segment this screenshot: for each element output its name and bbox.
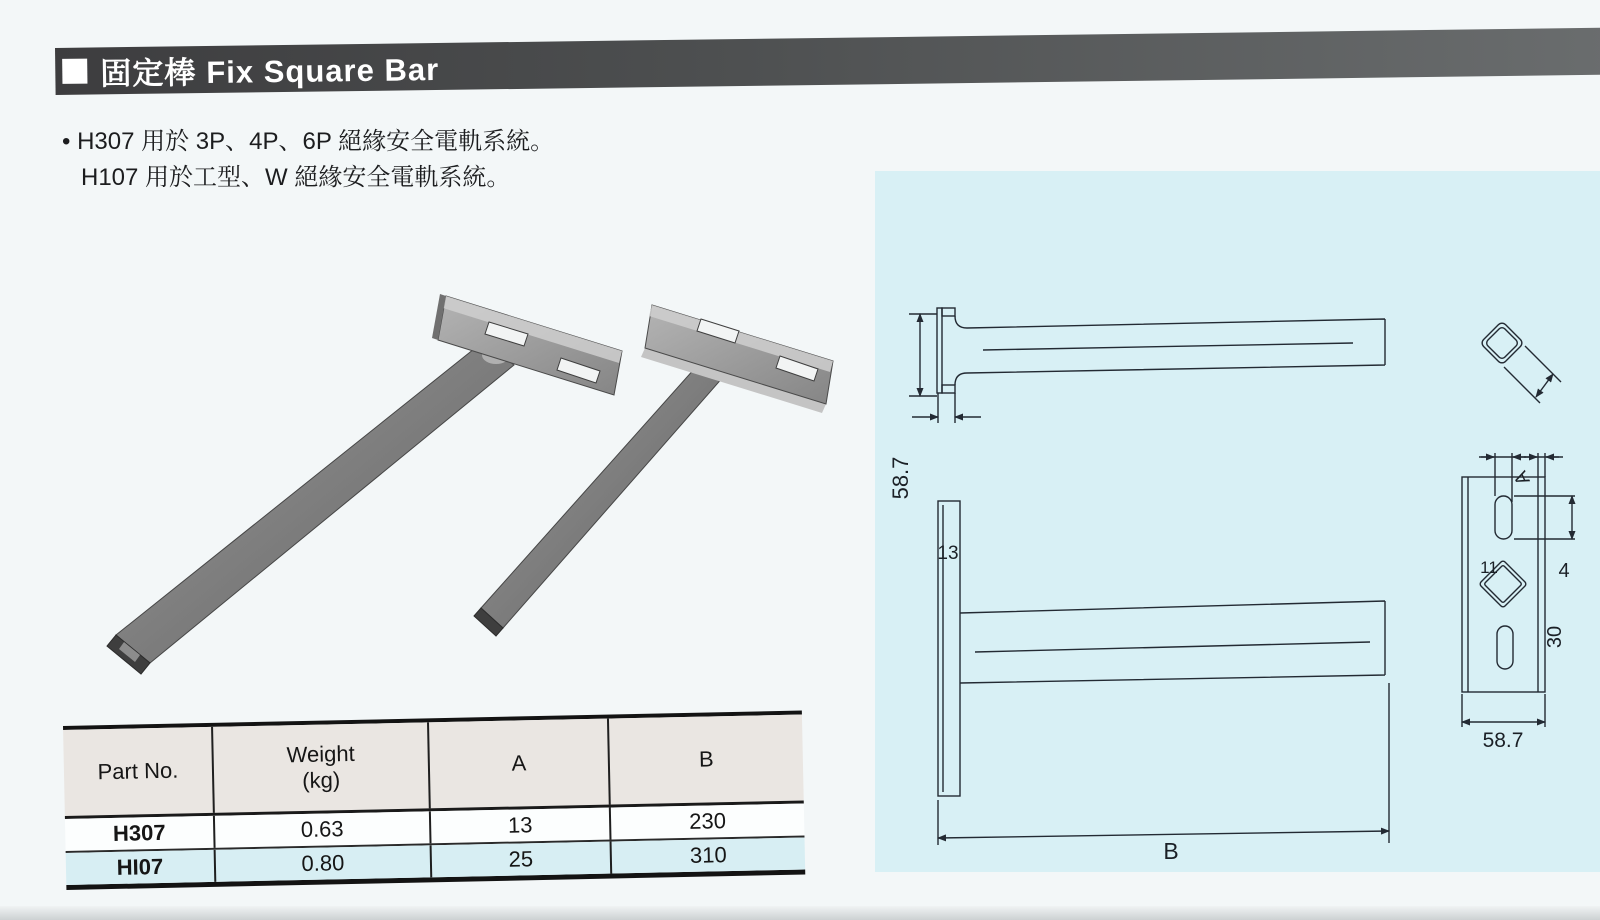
dim-label-length-b: B xyxy=(1163,838,1179,864)
table-header-row xyxy=(63,715,804,819)
cell-a: 25 xyxy=(432,842,613,878)
col-header-part-no: Part No. xyxy=(63,727,215,816)
note-line-1: • H307 用於 3P、4P、6P 絕緣安全電軌系統。 xyxy=(62,128,555,155)
page-bottom-edge xyxy=(0,906,1600,920)
section-header-bar xyxy=(55,28,1600,95)
spec-table-wrap xyxy=(63,711,805,890)
col-header-weight: Weight (kg) xyxy=(213,722,431,813)
bar-cross-section xyxy=(1480,321,1561,403)
spec-table xyxy=(63,711,805,890)
side-view-bottom xyxy=(888,457,1389,864)
page-title xyxy=(100,44,439,93)
technical-drawing-panel xyxy=(875,171,1600,872)
col-header-b: B xyxy=(698,746,714,772)
side-view-top xyxy=(909,308,1385,423)
description-notes xyxy=(62,124,554,196)
dim-label-spacing-30: 30 xyxy=(1544,625,1566,649)
plate-front-view xyxy=(1462,453,1575,752)
cell-weight: 0.80 xyxy=(216,845,433,882)
dim-label-thickness: 13 xyxy=(937,543,959,564)
page-title-en: Fix Square Bar xyxy=(206,51,440,91)
dim-label-square-hole: 11 xyxy=(1480,558,1498,577)
white-square-icon xyxy=(62,59,87,84)
note-line-2: H107 用於工型、W 絕緣安全電軌系統。 xyxy=(81,164,511,191)
cell-part-no: HI07 xyxy=(66,850,217,885)
page-title-zh: 固定棒 xyxy=(100,55,197,92)
cell-weight: 0.63 xyxy=(215,811,432,848)
cell-b: 230 xyxy=(689,808,727,834)
technical-drawing xyxy=(875,171,1600,871)
dim-label-plate-height: 58.7 xyxy=(888,456,913,500)
product-photo xyxy=(80,255,840,715)
dim-label-offset-4: 4 xyxy=(1558,560,1570,582)
cell-b: 310 xyxy=(689,842,727,868)
cell-a: 13 xyxy=(431,808,612,844)
bracket-left xyxy=(107,294,622,674)
dim-label-slot-width-a: A xyxy=(1510,467,1535,488)
bullet-icon: • xyxy=(62,128,71,155)
dim-label-plate-width: 58.7 xyxy=(1482,729,1524,752)
cell-part-no: H307 xyxy=(65,816,216,851)
col-header-a: A xyxy=(429,719,611,809)
